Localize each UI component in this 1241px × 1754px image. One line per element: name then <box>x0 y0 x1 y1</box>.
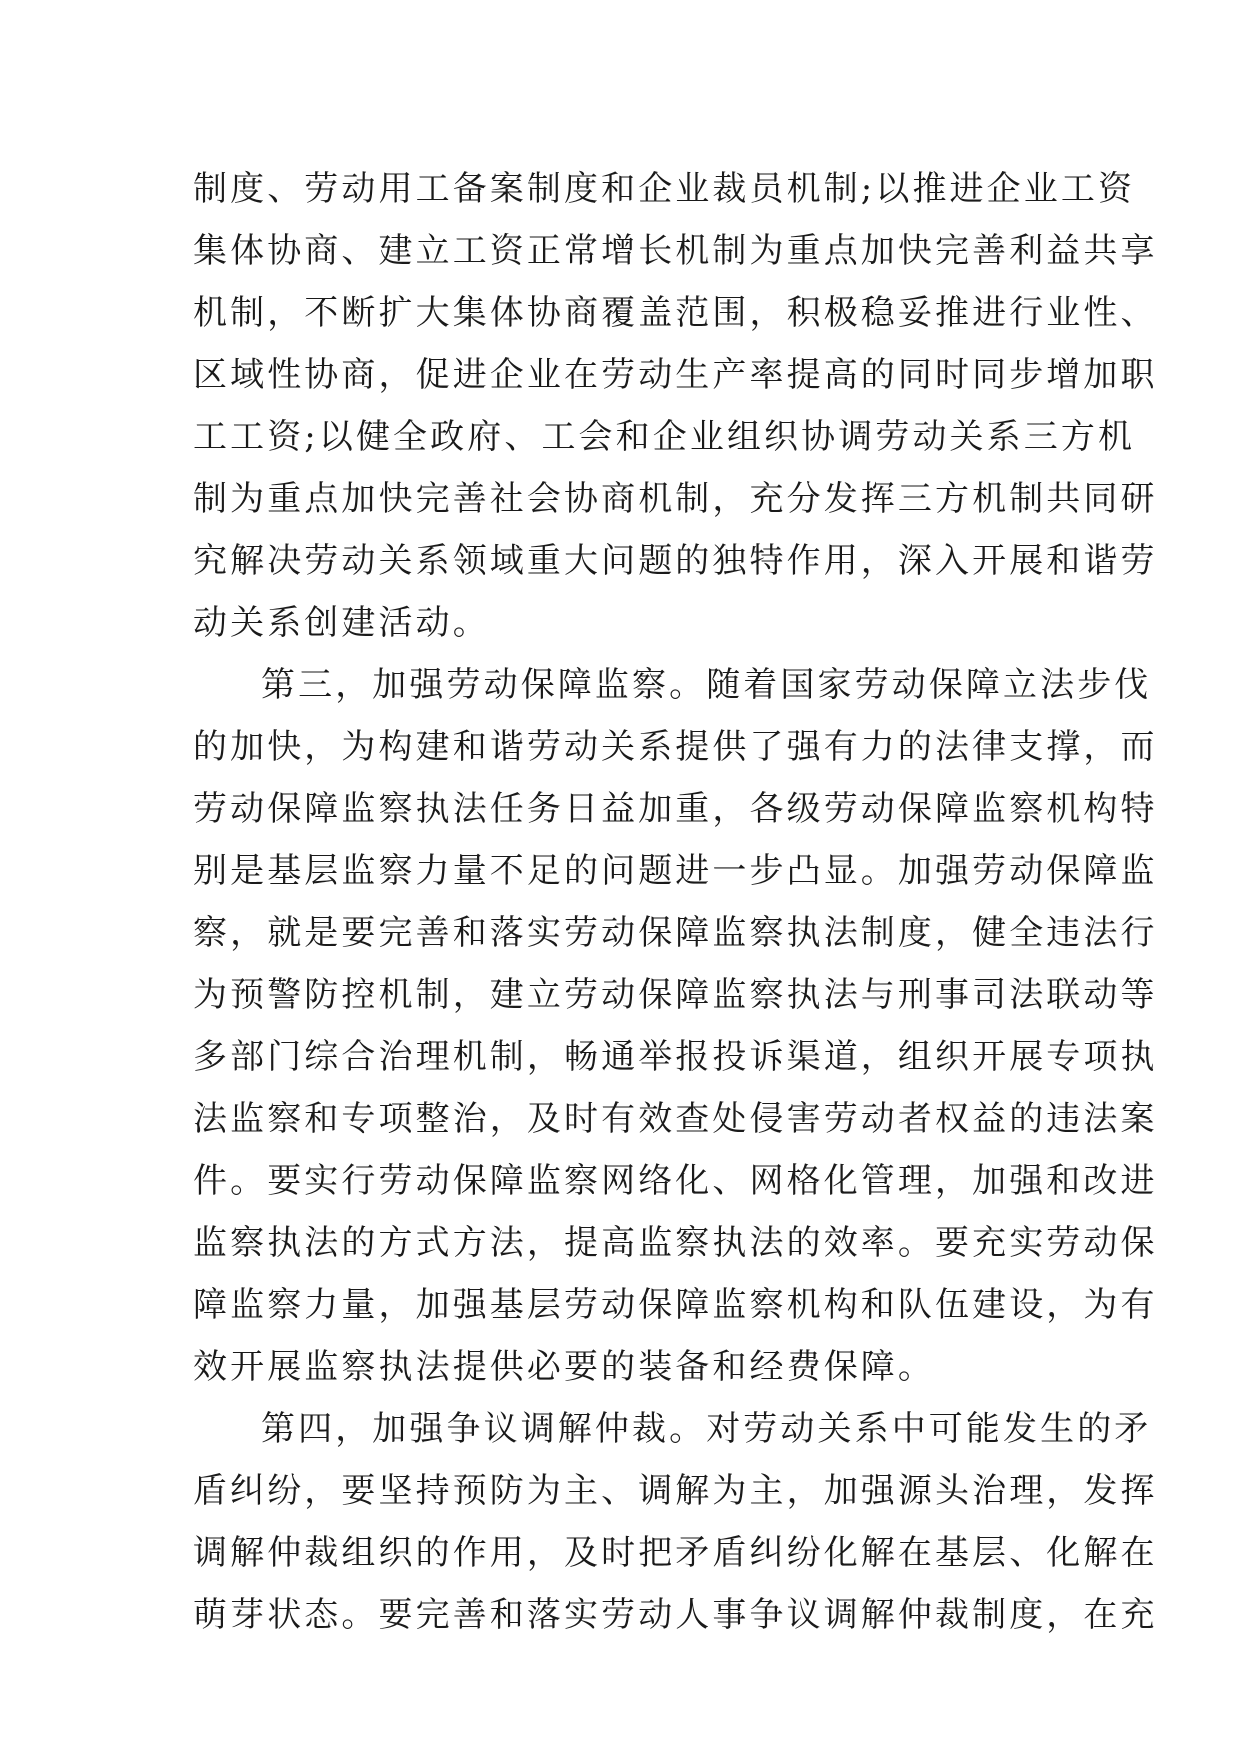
text-line: 监察执法的方式方法，提高监察执法的效率。要充实劳动保 <box>193 1223 1158 1263</box>
paragraph-first-line: 第四，加强争议调解仲裁。对劳动关系中可能发生的矛 <box>261 1409 1152 1449</box>
text-line: 制为重点加快完善社会协商机制，充分发挥三方机制共同研 <box>193 479 1158 519</box>
paragraph-first-line: 第三，加强劳动保障监察。随着国家劳动保障立法步伐 <box>261 665 1152 705</box>
text-line: 调解仲裁组织的作用，及时把矛盾纠纷化解在基层、化解在 <box>193 1533 1158 1573</box>
text-line: 法监察和专项整治，及时有效查处侵害劳动者权益的违法案 <box>193 1099 1158 1139</box>
text-line: 件。要实行劳动保障监察网络化、网格化管理，加强和改进 <box>193 1161 1158 1201</box>
text-line: 究解决劳动关系领域重大问题的独特作用，深入开展和谐劳 <box>193 541 1158 581</box>
text-line: 察，就是要完善和落实劳动保障监察执法制度，健全违法行 <box>193 913 1158 953</box>
text-line: 机制，不断扩大集体协商覆盖范围，积极稳妥推进行业性、 <box>193 293 1158 333</box>
text-line: 区域性协商，促进企业在劳动生产率提高的同时同步增加职 <box>193 355 1158 395</box>
text-line: 障监察力量，加强基层劳动保障监察机构和队伍建设，为有 <box>193 1285 1158 1325</box>
text-line: 工工资;以健全政府、工会和企业组织协调劳动关系三方机 <box>193 417 1136 457</box>
text-line: 集体协商、建立工资正常增长机制为重点加快完善利益共享 <box>193 231 1158 271</box>
text-line: 盾纠纷，要坚持预防为主、调解为主，加强源头治理，发挥 <box>193 1471 1158 1511</box>
text-line: 为预警防控机制，建立劳动保障监察执法与刑事司法联动等 <box>193 975 1158 1015</box>
body-text <box>193 158 1158 1646</box>
text-line: 制度、劳动用工备案制度和企业裁员机制;以推进企业工资 <box>193 169 1136 209</box>
text-line: 别是基层监察力量不足的问题进一步凸显。加强劳动保障监 <box>193 851 1158 891</box>
text-line: 多部门综合治理机制，畅通举报投诉渠道，组织开展专项执 <box>193 1037 1158 1077</box>
text-line: 萌芽状态。要完善和落实劳动人事争议调解仲裁制度，在充 <box>193 1595 1158 1635</box>
text-line: 动关系创建活动。 <box>193 603 490 643</box>
text-line: 效开展监察执法提供必要的装备和经费保障。 <box>193 1347 935 1387</box>
text-line: 的加快，为构建和谐劳动关系提供了强有力的法律支撑，而 <box>193 727 1158 767</box>
text-line: 劳动保障监察执法任务日益加重，各级劳动保障监察机构特 <box>193 789 1158 829</box>
